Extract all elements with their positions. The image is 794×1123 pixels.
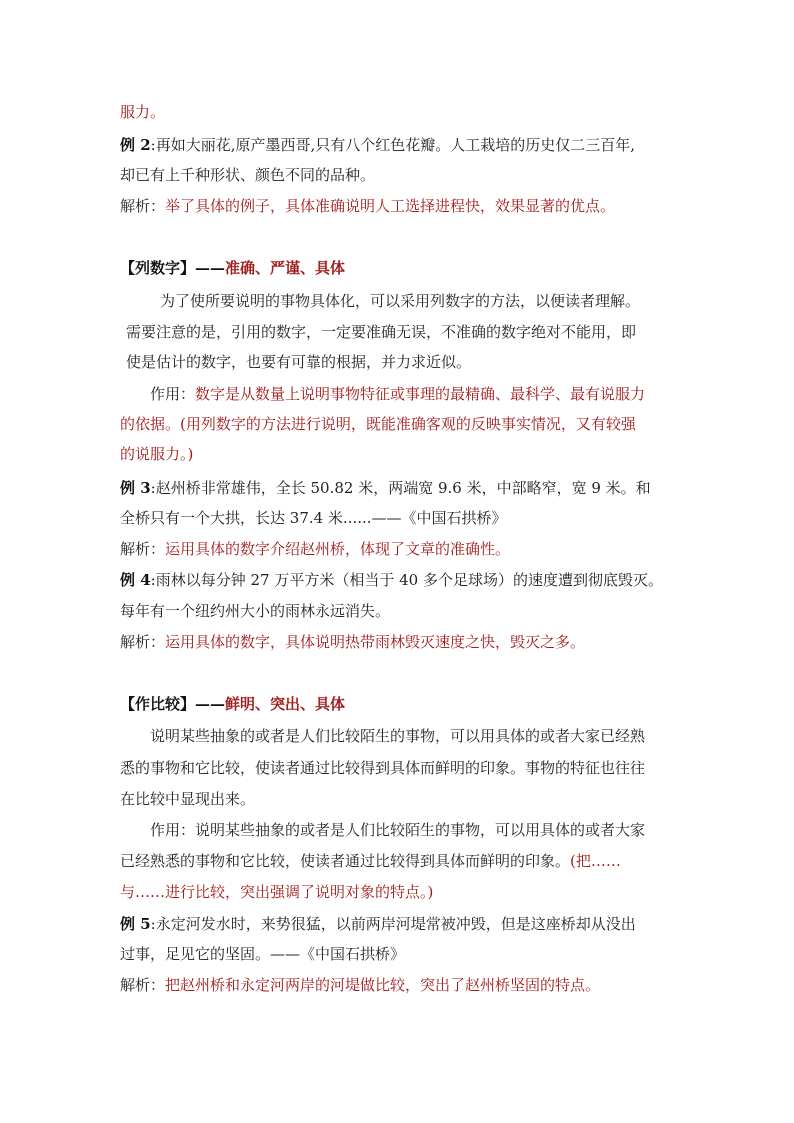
- example-3-text-1: :赵州桥非常雄伟，全长 50.82 米，两端宽 9.6 米，中部略窄，宽 9 米。和: [150, 479, 651, 497]
- example-4-line-2: 每年有一个纽约州大小的雨林永远消失。: [120, 602, 391, 620]
- example-4-analysis: [120, 632, 680, 652]
- section-heading-numbers: [120, 258, 680, 278]
- example-5-line-2: 过事，足见它的坚固。——《中国石拱桥》: [120, 945, 406, 963]
- section-dash: ——: [195, 259, 226, 277]
- analysis-label: 解析：: [120, 197, 166, 215]
- effect-text-2-red: (把……: [570, 852, 621, 870]
- compare-effect-2: [120, 851, 680, 871]
- analysis-text: 举了具体的例子，具体准确说明人工选择进程快，效果显著的优点。: [165, 197, 616, 215]
- section-subtitle: 准确、严谨、具体: [225, 259, 346, 277]
- example-2-analysis: [120, 196, 680, 216]
- example-2-line-2: 却已有上千种形状、颜色不同的品种。: [120, 166, 376, 184]
- example-4-text-1: :雨林以每分钟 27 万平方米（相当于 40 多个足球场）的速度遭到彻底毁灭。: [150, 571, 663, 589]
- section-title: 【作比较】: [120, 695, 196, 713]
- numbers-effect-3: 的说服力。): [120, 445, 194, 463]
- example-5-line-1: [120, 914, 680, 934]
- section-heading-compare: [120, 694, 680, 714]
- example-5-analysis: [120, 975, 680, 995]
- compare-intro-1: 说明某些抽象的或者是人们比较陌生的事物，可以用具体的或者大家已经熟: [150, 727, 646, 745]
- example-2-label: 例 2: [120, 136, 151, 154]
- continued-text: 服力。: [120, 103, 166, 121]
- example-3-line-1: [120, 478, 680, 498]
- example-4-label: 例 4: [120, 571, 151, 589]
- analysis-label: 解析：: [120, 540, 166, 558]
- compare-effect-3: 与……进行比较，突出强调了说明对象的特点。): [120, 883, 434, 901]
- example-2-text-1: :再如大丽花,原产墨西哥,只有八个红色花瓣。人工栽培的历史仅二三百年,: [150, 136, 636, 154]
- numbers-effect-1: [150, 384, 680, 404]
- section-title: 【列数字】: [120, 259, 196, 277]
- analysis-text: 把赵州桥和永定河两岸的河堤做比较，突出了赵州桥坚固的特点。: [165, 976, 601, 994]
- effect-text-1: 数字是从数量上说明事物特征或事理的最精确、最科学、最有说服力: [195, 385, 646, 403]
- analysis-label: 解析：: [120, 633, 166, 651]
- example-5-text-1: :永定河发水时，来势很猛，以前两岸河堤常被冲毁，但是这座桥却从没出: [150, 915, 636, 933]
- example-2-line-1: [120, 135, 680, 155]
- example-3-analysis: [120, 539, 680, 559]
- example-3-line-2: 全桥只有一个大拱，长达 37.4 米......——《中国石拱桥》: [120, 509, 507, 527]
- example-4-line-1: [120, 570, 680, 590]
- analysis-label: 解析：: [120, 976, 166, 994]
- compare-intro-3: 在比较中显现出来。: [120, 790, 256, 808]
- compare-intro-2: 悉的事物和它比较，使读者通过比较得到具体而鲜明的印象。事物的特征也往往: [120, 759, 646, 777]
- effect-text-2: 已经熟悉的事物和它比较，使读者通过比较得到具体而鲜明的印象。: [120, 852, 571, 870]
- analysis-text: 运用具体的数字介绍赵州桥，体现了文章的准确性。: [165, 540, 511, 558]
- analysis-text: 运用具体的数字，具体说明热带雨林毁灭速度之快，毁灭之多。: [165, 633, 586, 651]
- numbers-effect-2: 的依据。(用列数字的方法进行说明，既能准确客观的反映事实情况，又有较强: [120, 415, 636, 433]
- numbers-intro-1: 为了使所要说明的事物具体化，可以采用列数字的方法，以便读者理解。: [160, 292, 641, 310]
- numbers-intro-3: 使是估计的数字，也要有可靠的根据，并力求近似。: [126, 353, 472, 371]
- effect-text-1: 说明某些抽象的或者是人们比较陌生的事物，可以用具体的或者大家: [195, 821, 646, 839]
- example-3-label: 例 3: [120, 479, 151, 497]
- section-dash: ——: [195, 695, 226, 713]
- effect-label: 作用：: [150, 385, 196, 403]
- effect-label: 作用：: [150, 821, 196, 839]
- section-subtitle: 鲜明、突出、具体: [225, 695, 346, 713]
- example-5-label: 例 5: [120, 915, 151, 933]
- numbers-intro-2: 需要注意的是，引用的数字，一定要准确无误，不准确的数字绝对不能用，即: [126, 323, 637, 341]
- compare-effect-1: [150, 820, 680, 840]
